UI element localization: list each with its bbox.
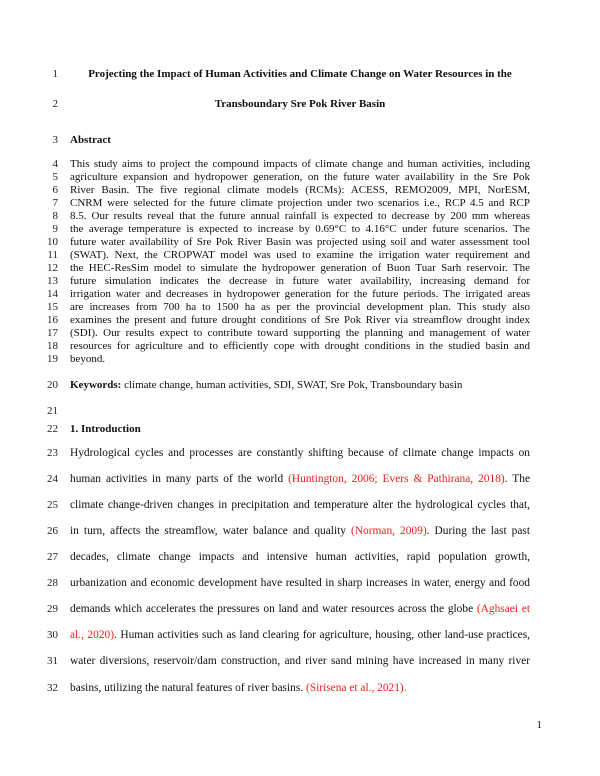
- text-segment: future water availability of Sre Pok River Basin was projected using soil and water assessment tool: [70, 236, 530, 248]
- text-segment: decades, climate change impacts and intensive human activities, rapid population growth,: [70, 551, 530, 563]
- line-number: 6: [52, 184, 58, 196]
- text-segment: irrigation water and decreases in hydropower generation for the future periods. The irrigated areas: [70, 288, 530, 300]
- text-segment: (SDI). Our results expect to contribute toward supporting the planning and management of water: [70, 327, 530, 339]
- line-number: 8: [52, 210, 58, 222]
- body-line: [70, 602, 530, 616]
- line-number: 1: [52, 68, 58, 80]
- line-number: 29: [47, 603, 58, 615]
- line-number: 32: [47, 682, 58, 694]
- text-segment: demands which accelerates the pressures on land and water resources across the globe: [70, 603, 477, 615]
- line-number: 4: [52, 158, 58, 170]
- body-line: [70, 339, 530, 353]
- body-line: [70, 550, 530, 564]
- line-number: 25: [47, 499, 58, 511]
- body-line: [70, 274, 530, 288]
- text-segment: climate change-driven changes in precipitation and temperature alter the hydrological cycles that,: [70, 499, 530, 511]
- text-segment: examines the present and future drought conditions of Sre Pok River via streamflow drought index: [70, 314, 530, 326]
- line-number: 31: [47, 655, 58, 667]
- text-segment: This study aims to project the compound impacts of climate change and human activities, including: [70, 158, 530, 170]
- line-number: 26: [47, 525, 58, 537]
- line-number: 22: [47, 423, 58, 435]
- line-number: 14: [47, 288, 58, 300]
- text-segment: (SWAT). Next, the CROPWAT model was used to examine the irrigation water requirement and: [70, 249, 530, 261]
- body-line: [70, 498, 530, 512]
- body-line: [70, 261, 530, 275]
- abstract-heading: [70, 133, 530, 147]
- text-segment: Hydrological cycles and processes are constantly shifting because of climate change impacts on: [70, 447, 530, 459]
- text-segment: CNRM were selected for the future climate projection under two scenarios i.e., RCP 4.5 and RCP: [70, 197, 530, 209]
- text-segment: urbanization and economic development have resulted in sharp increases in water, energy and food: [70, 577, 530, 589]
- text-segment: beyond.: [70, 353, 106, 365]
- line-number: 23: [47, 447, 58, 459]
- text-segment: 8.5. Our results reveal that the future annual rainfall is expected to decrease by 200 mm whereas: [70, 210, 530, 222]
- paper-title-line: [60, 67, 540, 81]
- body-line: [70, 326, 530, 340]
- line-number: 20: [47, 379, 58, 391]
- text-segment: resources for agriculture and to efficiently cope with drought conditions in the studied basin and: [70, 340, 530, 352]
- line-number: 11: [47, 249, 58, 261]
- line-number: 19: [47, 353, 58, 365]
- line-number: 21: [47, 405, 58, 417]
- line-number: 7: [52, 197, 58, 209]
- line-number: 18: [47, 340, 58, 352]
- text-segment: the average temperature is expected to increase by 0.69°C to 4.16°C under future scenarios. The: [70, 223, 530, 235]
- citation[interactable]: al., 2020): [70, 629, 115, 641]
- section-heading: [70, 422, 530, 436]
- body-line: [70, 524, 530, 538]
- line-number: 10: [47, 236, 58, 248]
- text-segment: agriculture expansion and hydropower generation, on the future water availability in the Sre Pok: [70, 171, 530, 183]
- line-number: 15: [47, 301, 58, 313]
- line-number: 13: [47, 275, 58, 287]
- body-line: [70, 183, 530, 197]
- line-number: 9: [52, 223, 58, 235]
- body-line: [70, 157, 530, 171]
- body-line: [70, 222, 530, 236]
- body-line: [70, 235, 530, 249]
- text-segment: the HEC-ResSim model to simulate the hydropower generation of Buon Tuar Sarh reservoir. The: [70, 262, 530, 274]
- body-line: [70, 472, 530, 486]
- body-line: [70, 576, 530, 590]
- line-number: 28: [47, 577, 58, 589]
- line-number: 24: [47, 473, 58, 485]
- line-number: 12: [47, 262, 58, 274]
- line-number: 16: [47, 314, 58, 326]
- text-segment: 1. Introduction: [70, 423, 141, 435]
- body-line: [70, 628, 530, 642]
- text-segment: in turn, affects the streamflow, water balance and quality: [70, 525, 352, 537]
- body-line: [70, 681, 530, 695]
- body-line: [70, 446, 530, 460]
- body-line: [70, 170, 530, 184]
- text-segment: are increases from 700 ha to 1500 ha as per the provincial development plan. This study also: [70, 301, 530, 313]
- body-line: [70, 352, 530, 366]
- line-number: 5: [52, 171, 58, 183]
- text-segment: Projecting the Impact of Human Activities and Climate Change on Water Resources in the: [88, 68, 512, 80]
- line-number: 3: [52, 134, 58, 146]
- body-line: [70, 196, 530, 210]
- citation[interactable]: (Aghsaei et: [476, 603, 530, 615]
- body-line: [70, 209, 530, 223]
- text-segment: future simulation indicates the decrease in future water availability, increasing demand for: [70, 275, 530, 287]
- text-segment: River Basin. The five regional climate models (RCMs): ACESS, REMO2009, MPI, NorESM,: [70, 184, 530, 196]
- line-number: 30: [47, 629, 58, 641]
- citation[interactable]: (Norman, 2009): [351, 525, 427, 537]
- page-number: 1: [536, 719, 542, 731]
- body-line: [70, 300, 530, 314]
- text-segment: . The: [504, 473, 531, 485]
- text-segment: . During the last past: [426, 525, 531, 537]
- text-segment: Transboundary Sre Pok River Basin: [214, 98, 386, 110]
- line-number: 17: [47, 327, 58, 339]
- keywords-line: [70, 378, 530, 392]
- body-line: [70, 313, 530, 327]
- text-segment: . Human activities such as land clearing for agriculture, housing, other land-use practices,: [114, 629, 531, 641]
- text-segment: basins, utilizing the natural features of river basins.: [70, 682, 306, 694]
- body-line: [70, 287, 530, 301]
- text-segment: water diversions, reservoir/dam construction, and river sand mining have increased in many river: [70, 655, 530, 667]
- text-segment: Abstract: [70, 134, 111, 146]
- citation[interactable]: (Sirisena et al., 2021).: [305, 682, 407, 694]
- body-line: [70, 654, 530, 668]
- keywords-label: Keywords:: [70, 379, 122, 391]
- text-segment: human activities in many parts of the world: [70, 473, 289, 485]
- citation[interactable]: (Huntington, 2006; Evers & Pathirana, 2018): [288, 473, 505, 485]
- line-number: 27: [47, 551, 58, 563]
- text-segment: climate change, human activities, SDI, SWAT, Sre Pok, Transboundary basin: [121, 379, 463, 391]
- body-line: [70, 248, 530, 262]
- line-number: 2: [52, 98, 58, 110]
- paper-title-line: [60, 97, 540, 111]
